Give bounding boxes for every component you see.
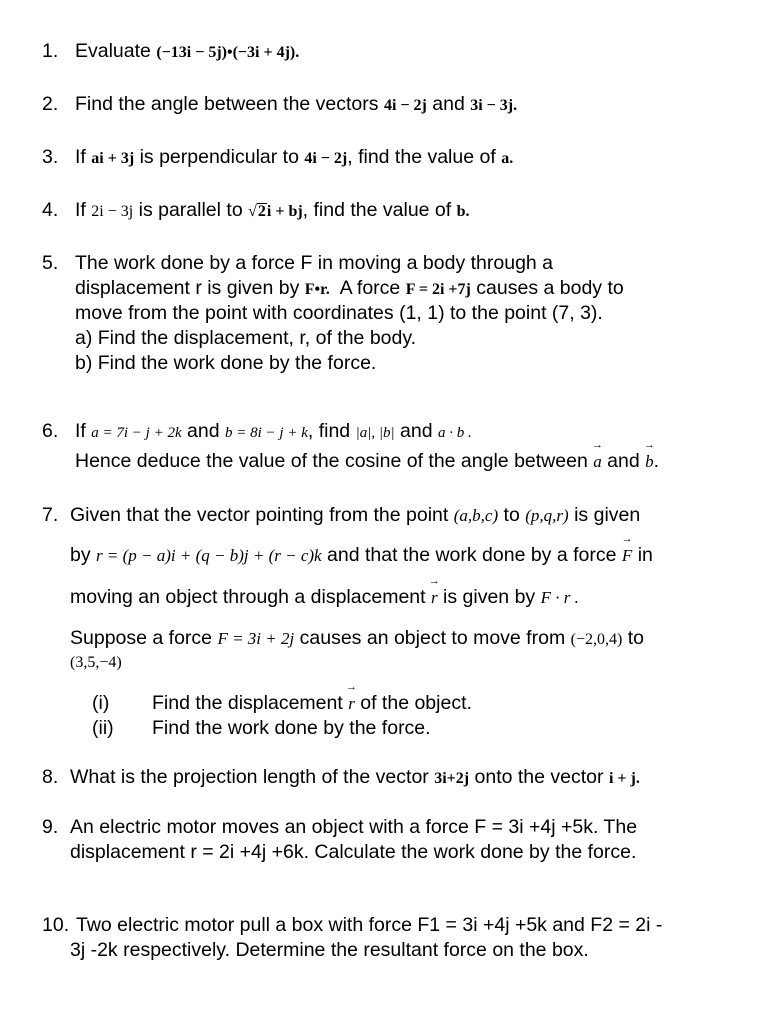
problem-7-to-2: to [627, 627, 644, 649]
problem-6-if: If [75, 420, 86, 442]
problem-8-text-2: onto the vector [474, 766, 604, 788]
problem-4-text: is parallel to [138, 199, 243, 221]
problem-6-and: and [187, 420, 220, 442]
problem-5-text-2: A force [339, 277, 401, 299]
problem-2-text: Find the angle between the vectors [75, 93, 379, 115]
problem-6-dot-product: a · b . [437, 425, 472, 441]
problem-3-if: If [75, 146, 86, 168]
problem-1 [75, 42, 299, 62]
problem-2-and: and [432, 93, 465, 115]
problem-6-and-2: and [400, 420, 433, 442]
problem-7-part-i-text: Find the displacement [152, 692, 343, 714]
problem-7-start-point: (−2,0,4) [570, 631, 623, 648]
problem-4-variable: b. [456, 203, 470, 220]
problem-4-vector-1: 2i − 3j [91, 203, 134, 220]
problem-7-text-4: moving an object through a displacement [70, 586, 426, 608]
problem-6-vector-a: a = 7i − j + 2k [91, 425, 182, 441]
problem-7-in: in [637, 544, 653, 566]
problem-7-point-2: (p,q,r) [525, 506, 569, 525]
problem-7-by: by [70, 544, 91, 566]
problem-2 [75, 95, 517, 115]
problem-5-line-2 [75, 279, 624, 299]
problem-3-vector-2: 4i − 2j [304, 150, 348, 167]
problem-8-number: 8. [42, 766, 59, 788]
problem-7-line-4 [70, 629, 644, 649]
problem-7-text-3: and that the work done by a force [327, 544, 617, 566]
problem-7-text-2: is given [574, 504, 641, 526]
problem-7-line-3 [70, 588, 579, 608]
problem-7-part-i-label: (i) [92, 692, 110, 714]
problem-1-text: Evaluate [75, 40, 151, 62]
problem-2-vector-1: 4i − 2j [383, 97, 427, 114]
problem-5-force: F = 2i +7j [405, 281, 471, 298]
problem-4-if: If [75, 199, 86, 221]
problem-6-text: Hence deduce the value of the cosine of the angle between [75, 450, 588, 472]
problem-7-part-ii-label: (ii) [92, 717, 114, 739]
sqrt-radicand: 2 [257, 203, 266, 220]
problem-6-magnitudes: |a|, |b| [355, 425, 395, 441]
problem-6-line-2 [75, 452, 659, 472]
problem-7-force-value: F = 3i + 2j [217, 629, 295, 648]
problem-9-line-2: displacement r = 2i +4j +6k. Calculate the work done by the force. [70, 841, 637, 863]
problem-3-text: is perpendicular to [139, 146, 299, 168]
problem-4-number: 4. [42, 199, 59, 221]
problem-8-text: What is the projection length of the vector [70, 766, 429, 788]
problem-3-number: 3. [42, 146, 59, 168]
problem-6-vec-b: → b [645, 453, 654, 470]
problem-5-text: displacement r is given by [75, 277, 300, 299]
problem-7-part-i-r: → r [348, 695, 355, 712]
problem-5-part-b: b) Find the work done by the force. [75, 352, 377, 374]
problem-6-end: . [653, 450, 660, 472]
problem-8 [70, 768, 640, 788]
problem-2-vector-2: 3i − 3j. [470, 97, 518, 114]
problem-7-text: Given that the vector pointing from the point [70, 504, 449, 526]
problem-1-number: 1. [42, 40, 59, 62]
problem-4-vector-2: √2i + bj [248, 203, 303, 220]
problem-6-line-1 [75, 422, 472, 442]
problem-5-number: 5. [42, 252, 59, 274]
problem-7-text-6: Suppose a force [70, 627, 213, 649]
problem-7-end-point: (3,5,−4) [70, 654, 122, 671]
problem-7-work-formula: F · r . [540, 588, 579, 607]
problem-6-vector-b: b = 8i − j + k [225, 425, 308, 441]
problem-5-work-formula: F•r. [304, 281, 330, 298]
problem-3 [75, 148, 513, 168]
problem-7-text-5: is given by [443, 586, 536, 608]
problem-5-part-a: a) Find the displacement, r, of the body. [75, 327, 417, 349]
problem-6-find: , find [307, 420, 351, 442]
problem-8-vector-1: 3i+2j [434, 770, 470, 787]
problem-7-line-1 [70, 506, 640, 526]
problem-1-expression: (−13i − 5j)•(−3i + 4j). [156, 44, 300, 61]
problem-10-line-1: Two electric motor pull a box with force F1 = 3i +4j +5k and F2 = 2i - [76, 914, 663, 936]
problem-5-line-3: move from the point with coordinates (1, 1) to the point (7, 3). [75, 302, 603, 324]
problem-8-vector-2: i + j. [608, 770, 640, 787]
problem-9-number: 9. [42, 816, 59, 838]
problem-5-line-1: The work done by a force F in moving a body through a [75, 252, 554, 274]
problem-7-part-i-end: of the object. [360, 692, 472, 714]
problem-7-line-2 [70, 546, 653, 566]
problem-7-r-symbol: → r [431, 589, 438, 606]
problem-6-and-3: and [607, 450, 640, 472]
problem-5-text-3: causes a body to [476, 277, 624, 299]
problem-7-text-7: causes an object to move from [299, 627, 566, 649]
problem-9-line-1: An electric motor moves an object with a force F = 3i +4j +5k. The [70, 816, 638, 838]
problem-3-vector-1: ai + 3j [91, 150, 135, 167]
problem-6-vec-a: → a [593, 453, 602, 470]
problem-10-number: 10. [42, 914, 70, 936]
problem-10-line-2: 3j -2k respectively. Determine the resultant force on the box. [70, 939, 589, 961]
problem-7-part-i [152, 694, 472, 714]
problem-7-displacement-formula: r = (p − a)i + (q − b)j + (r − c)k [96, 546, 322, 565]
problem-7-point-1: (a,b,c) [453, 506, 499, 525]
problem-3-text-2: , find the value of [347, 146, 496, 168]
problem-2-number: 2. [42, 93, 59, 115]
problem-4 [75, 201, 470, 221]
problem-6-number: 6. [42, 420, 59, 442]
problem-7-part-ii: Find the work done by the force. [152, 717, 431, 739]
problem-7-force-symbol: → F [622, 547, 632, 564]
problem-3-variable: a. [501, 150, 514, 167]
problem-7-number: 7. [42, 504, 59, 526]
problem-7-to: to [503, 504, 520, 526]
problem-4-text-2: , find the value of [302, 199, 452, 221]
problem-4-vector-2-rest: i + bj [266, 203, 303, 220]
